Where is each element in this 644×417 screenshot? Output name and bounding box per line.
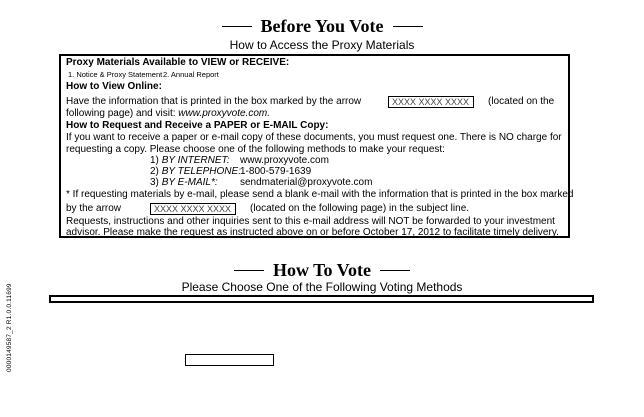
method-label: BY INTERNET: — [161, 155, 230, 166]
access-box — [59, 54, 574, 238]
heading-rule-left — [222, 26, 252, 27]
view-instruction-b: (located on the — [488, 96, 555, 107]
proxy-materials-header: Proxy Materials Available to VIEW or RECEIVE: — [66, 57, 290, 68]
voting-methods-bar — [49, 295, 594, 303]
how-to-vote-title: How To Vote — [272, 260, 372, 280]
before-you-vote-heading — [0, 16, 644, 37]
method-internet-value: www.proxyvote.com — [240, 155, 329, 166]
view-online-header: How to View Online: — [66, 81, 162, 92]
method-num: 3) — [150, 177, 159, 188]
footer-line-1: Requests, instructions and other inquiries sent to this e-mail address will NOT be forwarded to your investment — [66, 216, 555, 227]
side-document-code: 0000149587_2 R1.0.0.11699 — [6, 283, 13, 372]
view-instruction-c: following page) and visit: — [66, 108, 176, 119]
how-to-vote-heading — [0, 260, 644, 281]
email-note-2a: by the arrow — [66, 203, 122, 214]
heading-rule-right — [380, 270, 410, 271]
method-num: 2) — [150, 166, 159, 177]
method-label: BY E-MAIL*: — [161, 177, 218, 188]
heading-rule-right — [393, 26, 423, 27]
material-item-2: 2. Annual Report — [163, 70, 219, 79]
request-line-2: requesting a copy. Please choose one of the following methods to make your request: — [66, 144, 445, 155]
method-email — [150, 177, 218, 188]
view-instruction-a: Have the information that is printed in the box marked by the arrow — [66, 96, 362, 107]
control-number-box: XXXX XXXX XXXX — [388, 96, 474, 108]
method-telephone-value: 1-800-579-1639 — [240, 166, 312, 177]
proxyvote-link[interactable]: www.proxyvote.com. — [178, 108, 270, 119]
voting-methods-subtitle: Please Choose One of the Following Voting Methods — [181, 280, 463, 294]
email-note-1: * If requesting materials by e-mail, please send a blank e-mail with the information that is printed in the box marked — [66, 189, 574, 200]
method-num: 1) — [150, 155, 159, 166]
method-telephone — [150, 166, 241, 177]
access-subtitle: How to Access the Proxy Materials — [229, 38, 415, 52]
method-label: BY TELEPHONE: — [161, 166, 241, 177]
control-number-empty-box — [185, 354, 274, 366]
material-item-1: 1. Notice & Proxy Statement — [68, 70, 163, 79]
view-instruction-line2 — [66, 108, 270, 119]
request-line-1: If you want to receive a paper or e-mail copy of these documents, you must request one. There is NO charge for — [66, 132, 562, 143]
method-internet — [150, 155, 230, 166]
request-copy-header: How to Request and Receive a PAPER or E-MAIL Copy: — [66, 120, 329, 131]
footer-line-2: advisor. Please make the request as instructed above on or before October 17, 2012 to facilitate timely delivery. — [66, 227, 559, 238]
method-email-value: sendmaterial@proxyvote.com — [240, 177, 373, 188]
heading-rule-left — [234, 270, 264, 271]
email-note-2b: (located on the following page) in the subject line. — [250, 203, 470, 214]
before-you-vote-title: Before You Vote — [260, 16, 384, 36]
control-number-box-2: XXXX XXXX XXXX — [150, 203, 236, 215]
